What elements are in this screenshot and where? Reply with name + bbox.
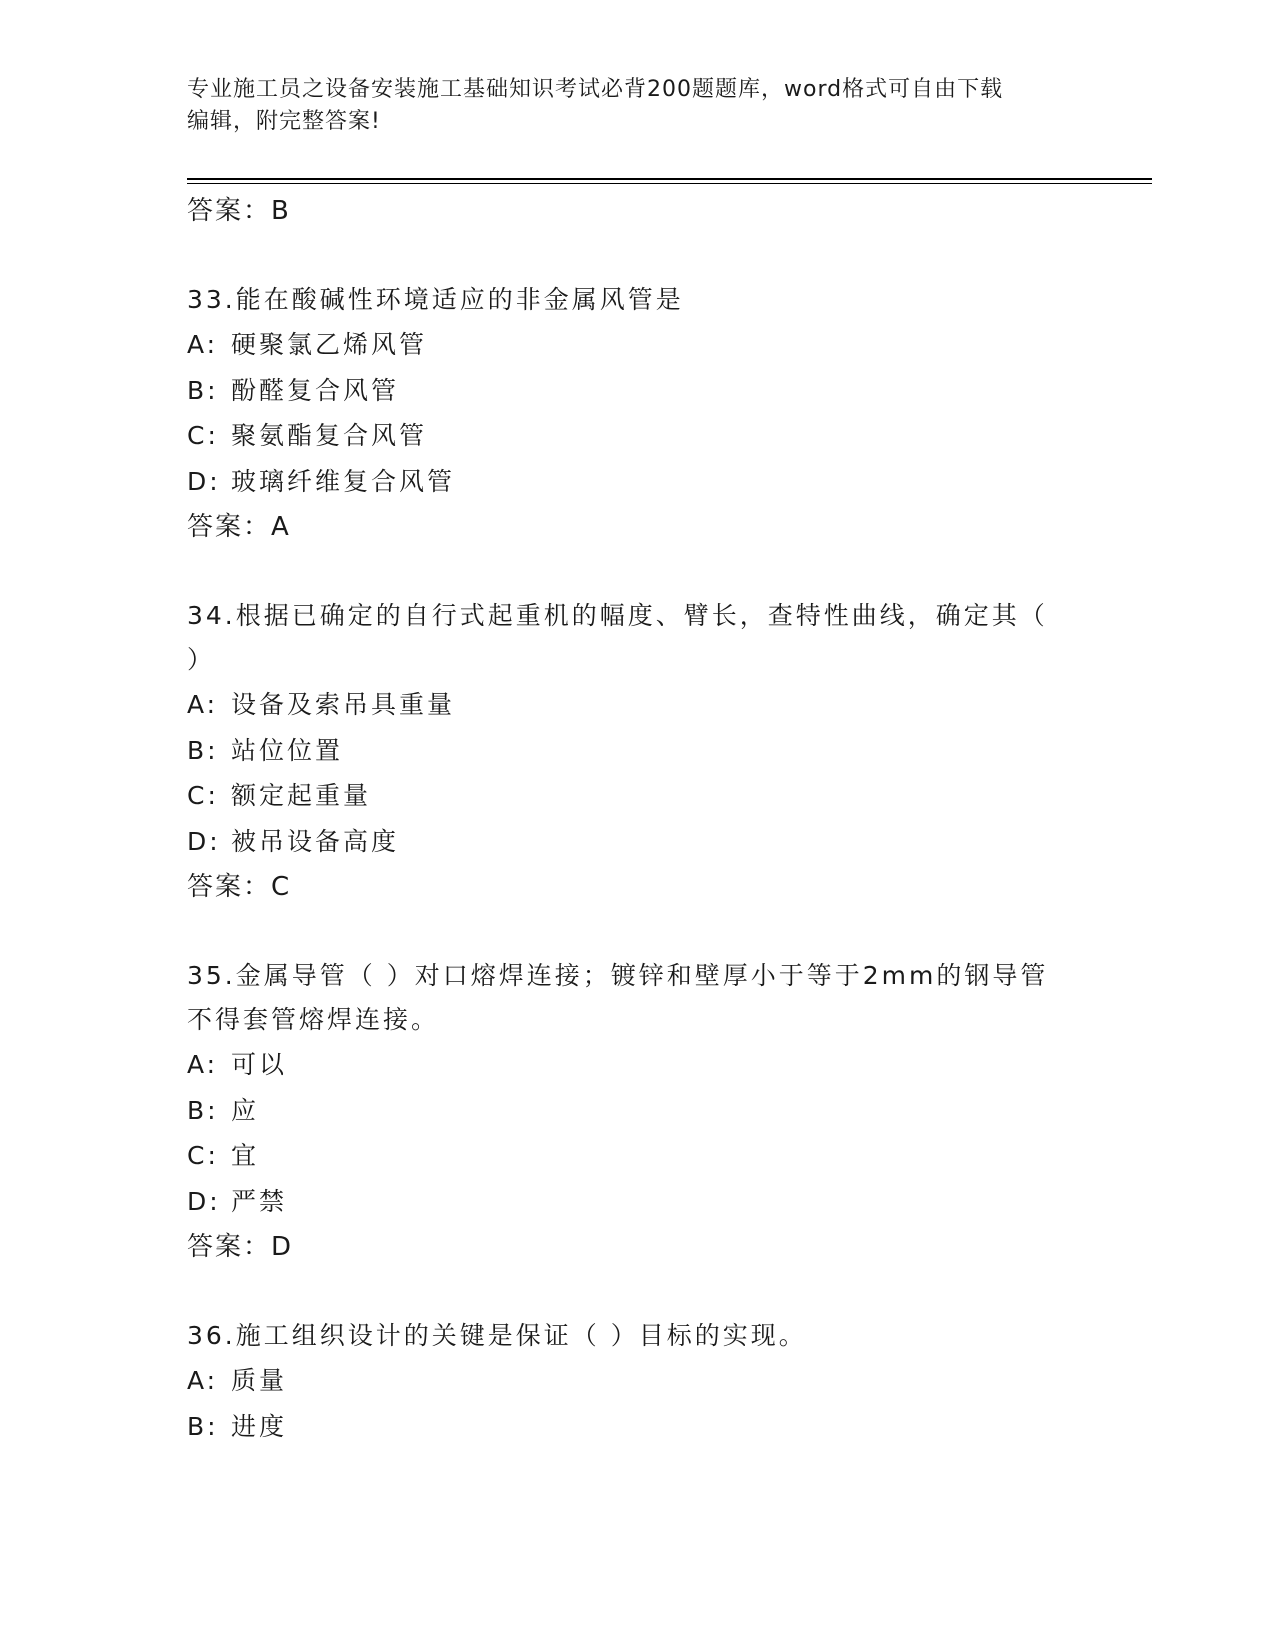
option-key: D:	[187, 466, 221, 496]
question-text-continued: ）	[187, 645, 216, 674]
option-key: B:	[187, 375, 219, 405]
option-key: A:	[187, 690, 219, 719]
option-text: 可以	[231, 1050, 288, 1079]
option-key: B:	[187, 1411, 219, 1441]
header-line-2: 编辑，附完整答案!	[187, 109, 381, 134]
option-d	[187, 819, 1087, 865]
option-text: 设备及索吊具重量	[231, 690, 456, 719]
option-a	[187, 1042, 1087, 1088]
option-text: 玻璃纤维复合风管	[231, 466, 456, 496]
answer-line: 答案：C	[187, 872, 292, 902]
question-text: 35.金属导管（ ）对口熔焊连接；镀锌和壁厚小于等于2mm的钢导管	[187, 961, 1049, 990]
option-text: 被吊设备高度	[231, 826, 400, 856]
answer-line: 答案：A	[187, 512, 291, 542]
option-key: C:	[187, 1141, 219, 1170]
option-key: B:	[187, 1095, 219, 1125]
option-key: A:	[187, 1366, 219, 1395]
option-text: 应	[231, 1095, 260, 1125]
option-text: 质量	[231, 1366, 288, 1395]
question-text: 34.根据已确定的自行式起重机的幅度、臂长，查特性曲线，确定其（	[187, 601, 1048, 630]
header-divider-thin	[187, 183, 1152, 184]
option-text: 进度	[231, 1411, 288, 1441]
header-line-1: 专业施工员之设备安装施工基础知识考试必背200题题库，word格式可自由下载	[187, 77, 1004, 102]
option-b	[187, 1404, 1087, 1450]
option-key: A:	[187, 330, 219, 359]
header-divider-thick	[187, 178, 1152, 180]
option-key: A:	[187, 1050, 219, 1079]
option-key: B:	[187, 735, 219, 765]
document-header	[187, 74, 1087, 138]
option-key: D:	[187, 826, 221, 856]
option-text: 宜	[231, 1141, 260, 1170]
option-text: 酚醛复合风管	[231, 375, 400, 405]
answer-line: 答案：B	[187, 196, 291, 226]
option-b	[187, 368, 1087, 414]
option-a	[187, 682, 1087, 728]
question-text: 33.能在酸碱性环境适应的非金属风管是	[187, 285, 684, 314]
question-text-continued: 不得套管熔焊连接。	[187, 1005, 440, 1034]
option-text: 严禁	[231, 1186, 288, 1216]
answer-line: 答案：D	[187, 1232, 294, 1262]
option-text: 额定起重量	[231, 781, 372, 810]
option-d	[187, 1179, 1087, 1225]
option-key: C:	[187, 781, 219, 810]
question-34	[187, 594, 1087, 910]
option-text: 站位位置	[231, 735, 344, 765]
option-a	[187, 1358, 1087, 1404]
option-c	[187, 773, 1087, 819]
option-key: D:	[187, 1186, 221, 1216]
option-key: C:	[187, 421, 219, 450]
option-c	[187, 413, 1087, 459]
option-d	[187, 459, 1087, 505]
option-b	[187, 728, 1087, 774]
question-text: 36.施工组织设计的关键是保证（ ）目标的实现。	[187, 1321, 807, 1350]
question-33	[187, 278, 1087, 550]
document-body	[187, 188, 1087, 1449]
question-36	[187, 1314, 1087, 1449]
question-35	[187, 954, 1087, 1270]
option-text: 聚氨酯复合风管	[231, 421, 428, 450]
option-b	[187, 1088, 1087, 1134]
option-a	[187, 322, 1087, 368]
option-c	[187, 1133, 1087, 1179]
option-text: 硬聚氯乙烯风管	[231, 330, 428, 359]
